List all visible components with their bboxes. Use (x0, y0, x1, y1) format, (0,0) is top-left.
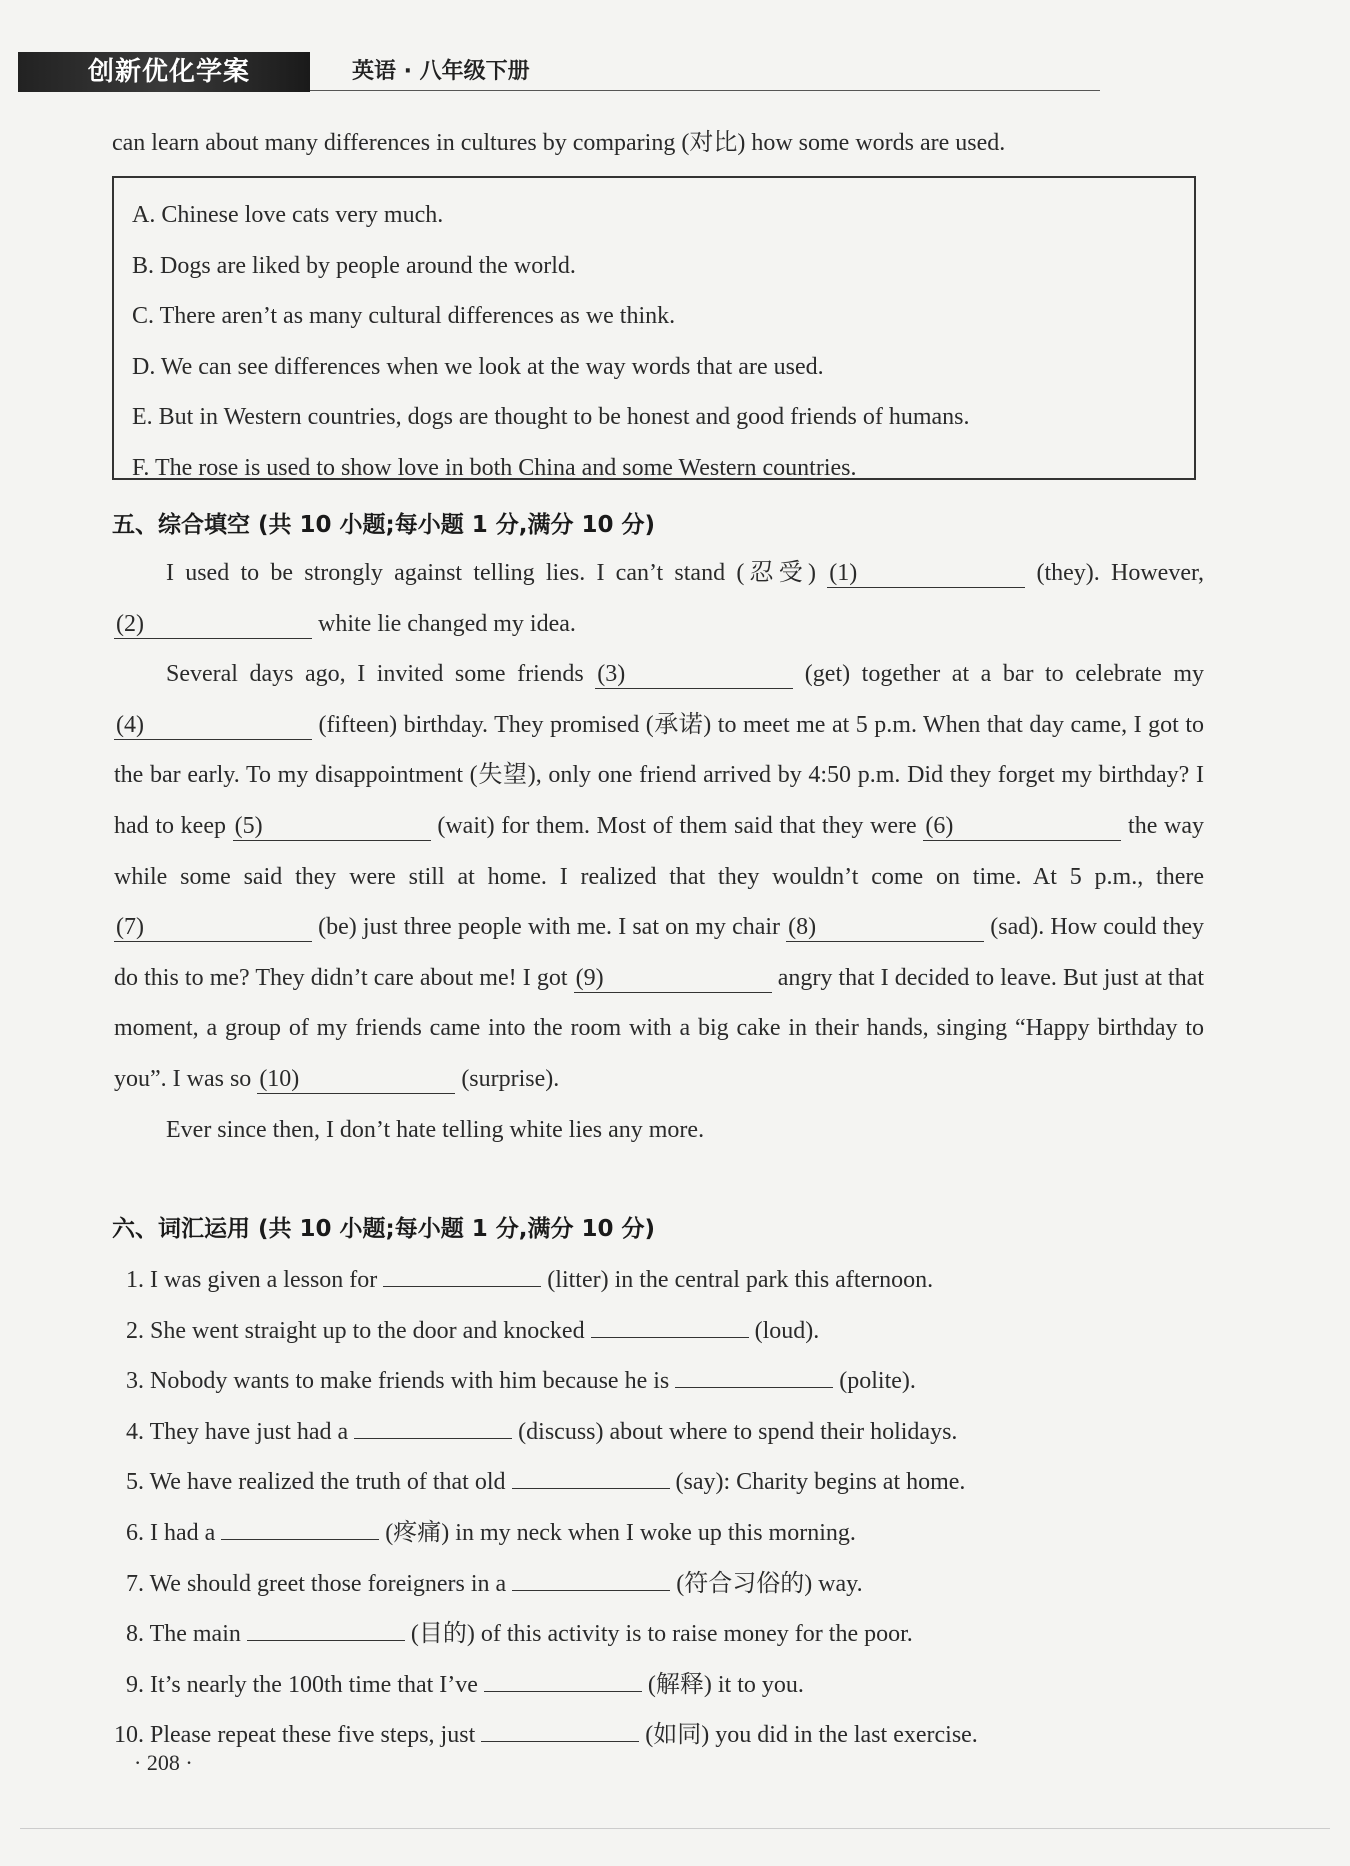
option-e: E. But in Western countries, dogs are thought to be honest and good friends of humans. (132, 404, 970, 430)
vocab-item-5 (126, 1457, 1206, 1508)
option-c: C. There aren’t as many cultural differences as we think. (132, 303, 676, 329)
passage-paragraph-3: Ever since then, I don’t hate telling white lies any more. (166, 1116, 705, 1143)
vocab-hint: (litter) in the central park this afternoon. (547, 1267, 934, 1293)
passage-text: (fifteen) birthday. They promised (承诺) to meet me at 5 p.m. When that day came, I got to the bar early. To my disappointment (失望), only one friend arrived by 4:50 p.m. Did they forget my birthday? I had to keep (114, 711, 1204, 839)
blank-7[interactable] (114, 913, 312, 942)
vocab-hint: (符合习俗的) way. (676, 1570, 863, 1597)
passage-text: angry that I decided to leave. But just at that moment, a group of my friends came into the room with a big cake in their hands, singing “Happy birthday to you”. I was so (114, 964, 1204, 1092)
blank-1[interactable] (827, 559, 1025, 588)
blank-number: (3) (597, 661, 626, 688)
passage-text: (get) together at a bar to celebrate my (793, 661, 1205, 688)
vocab-blank[interactable] (383, 1260, 541, 1287)
vocab-blank[interactable] (221, 1513, 379, 1540)
vocab-blank[interactable] (247, 1614, 405, 1641)
vocab-hint: (say): Charity begins at home. (675, 1469, 966, 1496)
vocab-hint: (如同) you did in the last exercise. (645, 1722, 978, 1749)
blank-8[interactable] (786, 913, 984, 942)
blank-6[interactable] (923, 812, 1121, 841)
passage-text: white lie changed my idea. (312, 610, 576, 637)
vocab-hint: (疼痛) in my neck when I woke up this morning. (385, 1519, 856, 1546)
header-subject: 英语 · 八年级下册 (352, 59, 530, 84)
vocab-question: 9. It’s nearly the 100th time that I’ve (126, 1671, 478, 1698)
vocab-list (114, 1255, 1206, 1761)
header-brand: 创新优化学案 (18, 52, 310, 92)
vocab-question: 2. She went straight up to the door and knocked (126, 1317, 585, 1344)
vocab-question: 1. I was given a lesson for (126, 1267, 378, 1293)
vocab-question: 8. The main (126, 1621, 241, 1648)
passage-text: (wait) for them. Most of them said that they were (430, 812, 924, 839)
vocab-blank[interactable] (591, 1311, 749, 1338)
blank-number: (10) (259, 1065, 300, 1092)
option-b: B. Dogs are liked by people around the world. (132, 252, 576, 279)
vocab-question: 4. They have just had a (126, 1418, 349, 1445)
vocab-hint: (loud). (754, 1317, 820, 1344)
vocab-question: 10. Please repeat these five steps, just (114, 1722, 476, 1749)
passage-text: the way while some said they were still at home. I realized that they wouldn’t come on time. At 5 p.m., there (114, 812, 1205, 890)
blank-4[interactable] (114, 711, 312, 740)
passage-text: (be) just three people with me. I sat on my chair (312, 914, 787, 941)
option-d: D. We can see differences when we look at the way words that are used. (132, 353, 824, 380)
section5-title: 五、综合填空 (共 10 小题;每小题 1 分,满分 10 分) (112, 512, 656, 538)
vocab-item-2 (126, 1306, 1206, 1357)
vocab-item-7 (126, 1559, 1206, 1610)
bottom-divider (20, 1828, 1330, 1829)
blank-number: (5) (234, 812, 263, 839)
blank-number: (4) (116, 711, 144, 738)
vocab-item-1 (126, 1255, 1206, 1306)
vocab-blank[interactable] (484, 1665, 642, 1692)
blank-number: (1) (829, 560, 858, 586)
header-rule (310, 90, 1100, 91)
vocab-blank[interactable] (512, 1564, 670, 1591)
option-a: A. Chinese love cats very much. (132, 202, 444, 228)
blank-number: (9) (575, 964, 604, 991)
passage-text: (surprise). (455, 1065, 560, 1092)
vocab-item-4 (126, 1407, 1206, 1458)
passage-paragraph-1 (114, 548, 1204, 649)
option-f: F. The rose is used to show love in both China and some Western countries. (132, 454, 857, 481)
section6-title: 六、词汇运用 (共 10 小题;每小题 1 分,满分 10 分) (112, 1216, 656, 1242)
vocab-question: 7. We should greet those foreigners in a (126, 1570, 507, 1597)
blank-number: (6) (925, 812, 954, 839)
vocab-blank[interactable] (354, 1412, 512, 1439)
passage-paragraph-2 (114, 649, 1204, 1104)
vocab-item-10 (114, 1710, 1206, 1761)
cloze-passage (114, 548, 1204, 1155)
blank-number: (7) (116, 914, 144, 941)
blank-number: (2) (116, 610, 144, 637)
passage-text: Several days ago, I invited some friends (166, 661, 596, 688)
vocab-item-3 (126, 1356, 1206, 1407)
vocab-hint: (discuss) about where to spend their holidays. (518, 1418, 958, 1445)
vocab-question: 6. I had a (126, 1519, 216, 1546)
blank-2[interactable] (114, 610, 312, 639)
blank-number: (8) (788, 914, 817, 941)
page-number: · 208 · (134, 1750, 193, 1775)
vocab-question: 3. Nobody wants to make friends with him because he is (126, 1368, 670, 1395)
vocab-blank[interactable] (481, 1715, 639, 1742)
blank-9[interactable] (574, 964, 772, 993)
vocab-hint: (目的) of this activity is to raise money for the poor. (410, 1621, 913, 1648)
options-box (112, 176, 1196, 480)
vocab-blank[interactable] (512, 1462, 670, 1489)
passage-text: (they). However, (1025, 560, 1204, 586)
blank-10[interactable] (257, 1065, 455, 1094)
vocab-hint: (polite). (839, 1368, 916, 1395)
intro-line: can learn about many differences in cultures by comparing (对比) how some words are used. (112, 130, 1006, 156)
blank-3[interactable] (595, 660, 793, 689)
blank-5[interactable] (233, 812, 431, 841)
vocab-blank[interactable] (675, 1361, 833, 1388)
vocab-item-6 (126, 1508, 1206, 1559)
passage-text: (sad). How could they do this to me? They didn’t care about me! I got (114, 914, 1204, 991)
vocab-item-9 (126, 1660, 1206, 1711)
vocab-item-8 (126, 1609, 1206, 1660)
vocab-hint: (解释) it to you. (647, 1671, 804, 1698)
passage-text: I used to be strongly against telling lies. I can’t stand (忍受) (166, 560, 828, 586)
vocab-question: 5. We have realized the truth of that old (126, 1469, 506, 1496)
